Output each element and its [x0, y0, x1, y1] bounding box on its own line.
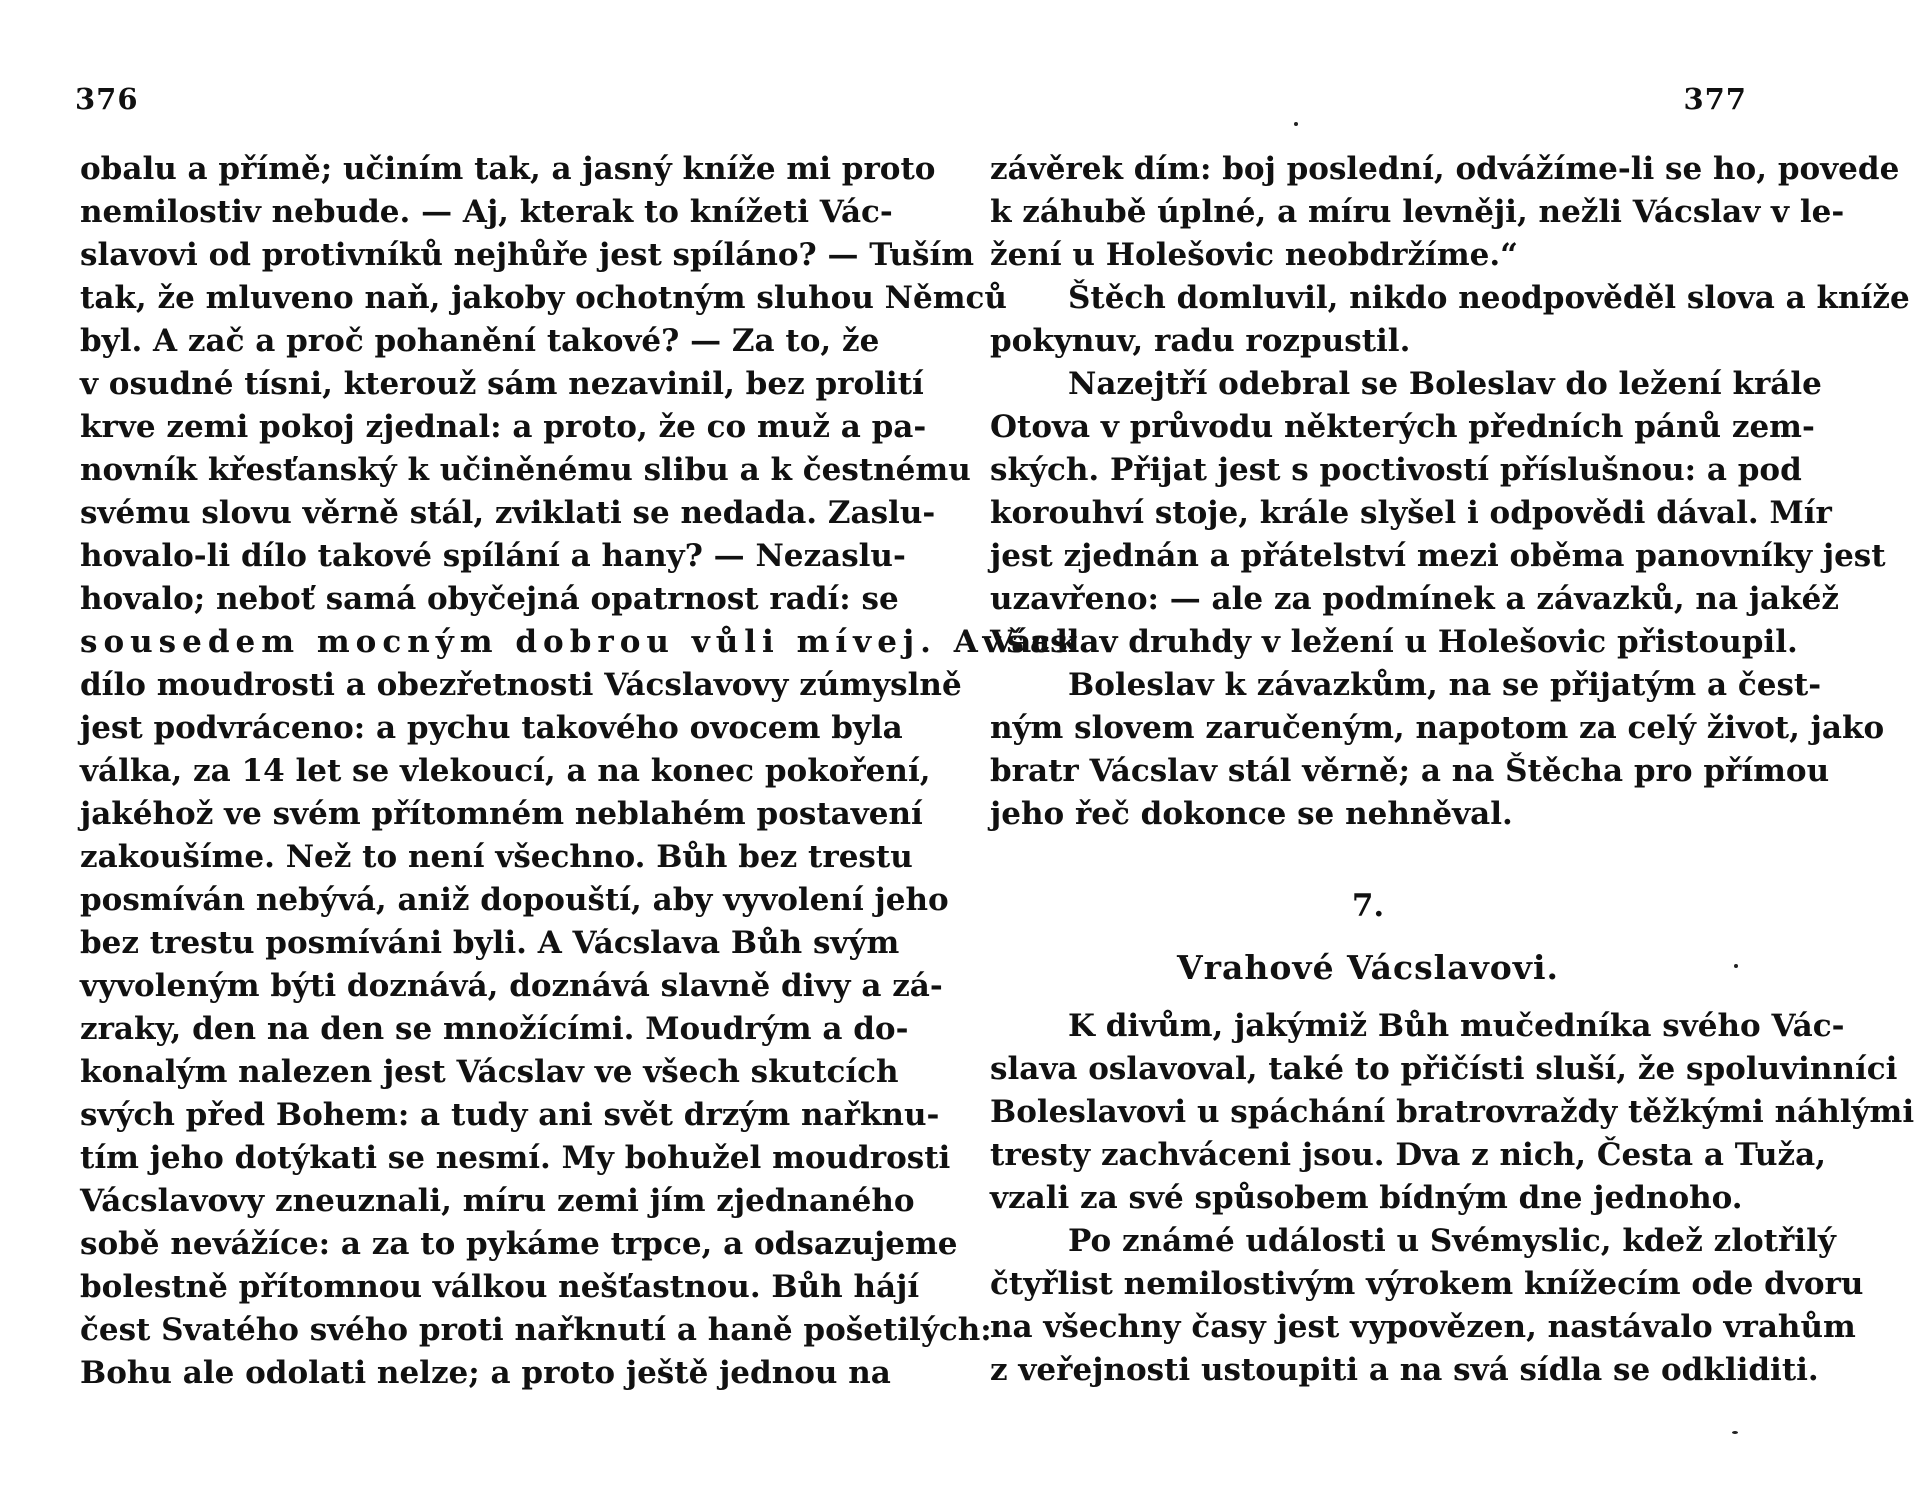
text-line: nemilostiv nebude. — Aj, kterak to knížeti Vác- — [80, 194, 893, 230]
page-number-right: 377 — [1683, 82, 1747, 116]
text-line: jakéhož ve svém přítomném neblahém postavení — [80, 796, 923, 832]
text-line: na všechny časy jest vypovězen, nastávalo vrahům — [990, 1309, 1856, 1345]
text-line: K divům, jakýmiž Bůh mučedníka svého Vác- — [1068, 1008, 1845, 1044]
text-line: hovalo; neboť samá obyčejná opatrnost radí: se — [80, 581, 899, 617]
right-page-body — [990, 148, 1910, 836]
text-line: tresty zachváceni jsou. Dva z nich, Česta a Tuža, — [990, 1137, 1826, 1173]
text-line: posmíván nebývá, aniž dopouští, aby vyvolení jeho — [80, 882, 949, 918]
text-line: uzavřeno: — ale za podmínek a závazků, na jakéž — [990, 581, 1839, 617]
section-body — [990, 1005, 1914, 1392]
text-line: slava oslavoval, také to přičísti sluší, že spoluvinníci — [990, 1051, 1898, 1087]
text-line: žení u Holešovic neobdržíme.“ — [990, 237, 1518, 273]
text-line: konalým nalezen jest Vácslav ve všech skutcích — [80, 1054, 899, 1090]
text-line: Bohu ale odolati nelze; a proto ještě jednou na — [80, 1355, 891, 1391]
text-line: tím jeho dotýkati se nesmí. My bohužel moudrosti — [80, 1140, 951, 1176]
text-line: Vácslavovy zneuznali, míru zemi jím zjednaného — [80, 1183, 915, 1219]
text-line: krve zemi pokoj zjednal: a proto, že co muž a pa- — [80, 409, 927, 445]
text-line: z veřejnosti ustoupiti a na svá sídla se odkliditi. — [990, 1352, 1819, 1388]
text-line: ným slovem zaručeným, napotom za celý život, jako — [990, 710, 1885, 746]
text-line: byl. A zač a proč pohanění takové? — Za to, že — [80, 323, 880, 359]
text-line: závěrek dím: boj poslední, odvážíme-li se ho, povede — [990, 151, 1900, 187]
text-line: jest zjednán a přátelství mezi oběma panovníky jest — [990, 538, 1886, 574]
text-line: hovalo-li dílo takové spílání a hany? — Nezaslu- — [80, 538, 906, 574]
print-speck — [1732, 1431, 1738, 1434]
section-number: 7. — [1351, 888, 1385, 924]
text-line: Štěch domluvil, nikdo neodpověděl slova a kníže — [1068, 280, 1910, 316]
text-line: k záhubě úplné, a míru levněji, nežli Vácslav v le- — [990, 194, 1845, 230]
text-line: zakoušíme. Než to není všechno. Bůh bez trestu — [80, 839, 913, 875]
text-line: vzali za své spůsobem bídným dne jednoho. — [990, 1180, 1743, 1216]
left-page-body — [80, 148, 1084, 1395]
text-line: jest podvráceno: a pychu takového ovocem byla — [80, 710, 903, 746]
text-line: čtyřlist nemilostivým výrokem knížecím ode dvoru — [990, 1266, 1864, 1302]
print-speck — [1294, 122, 1298, 126]
text-line: Otova v průvodu některých předních pánů zem- — [990, 409, 1815, 445]
text-line: čest Svatého svého proti nařknutí a haně pošetilých: — [80, 1312, 992, 1348]
text-line: dílo moudrosti a obezřetnosti Vácslavovy zúmyslně — [80, 667, 962, 703]
text-line: bolestně přítomnou válkou nešťastnou. Bůh hájí — [80, 1269, 920, 1305]
text-line: korouhví stoje, krále slyšel i odpovědi dával. Mír — [990, 495, 1832, 531]
text-line: Vácslav druhdy v ležení u Holešovic přistoupil. — [990, 624, 1798, 660]
text-line: zraky, den na den se množícími. Moudrým a do- — [80, 1011, 909, 1047]
text-line: svému slovu věrně stál, zviklati se nedada. Zaslu- — [80, 495, 936, 531]
print-speck — [1734, 964, 1738, 968]
text-line: Nazejtří odebral se Boleslav do ležení krále — [1068, 366, 1822, 402]
text-line: novník křesťanský k učiněnému slibu a k čestnému — [80, 452, 971, 488]
text-line: Boleslav k závazkům, na se přijatým a čest- — [1068, 667, 1822, 703]
text-line: sobě nevážíce: a za to pykáme trpce, a odsazujeme — [80, 1226, 958, 1262]
page-number-left: 376 — [75, 82, 139, 116]
text-line: sousedem mocným dobrou vůli mívej. Avšak — [80, 624, 1084, 660]
text-line: Po známé události u Svémyslic, kdež zlotřilý — [1068, 1223, 1836, 1259]
text-line: pokynuv, radu rozpustil. — [990, 323, 1411, 359]
text-line: tak, že mluveno naň, jakoby ochotným sluhou Němců — [80, 280, 1007, 316]
text-line: bez trestu posmíváni byli. A Vácslava Bůh svým — [80, 925, 900, 961]
text-line: v osudné tísni, kterouž sám nezavinil, bez prolití — [80, 366, 924, 402]
text-line: slavovi od protivníků nejhůře jest spíláno? — Tuším — [80, 237, 975, 273]
section-title: Vrahové Vácslavovi. — [1177, 948, 1559, 987]
text-line: obalu a přímě; učiním tak, a jasný kníže mi proto — [80, 151, 936, 187]
text-line: ských. Přijat jest s poctivostí příslušnou: a pod — [990, 452, 1802, 488]
text-line: vyvoleným býti doznává, doznává slavně divy a zá- — [80, 968, 943, 1004]
text-line: svých před Bohem: a tudy ani svět drzým nařknu- — [80, 1097, 940, 1133]
text-line: Boleslavovi u spáchání bratrovraždy těžkými náhlými — [990, 1094, 1914, 1130]
right-page — [912, 0, 1914, 1500]
text-line: válka, za 14 let se vlekoucí, a na konec pokoření, — [80, 753, 931, 789]
text-line: jeho řeč dokonce se nehněval. — [990, 796, 1513, 832]
text-line: bratr Vácslav stál věrně; a na Štěcha pro přímou — [990, 753, 1830, 789]
